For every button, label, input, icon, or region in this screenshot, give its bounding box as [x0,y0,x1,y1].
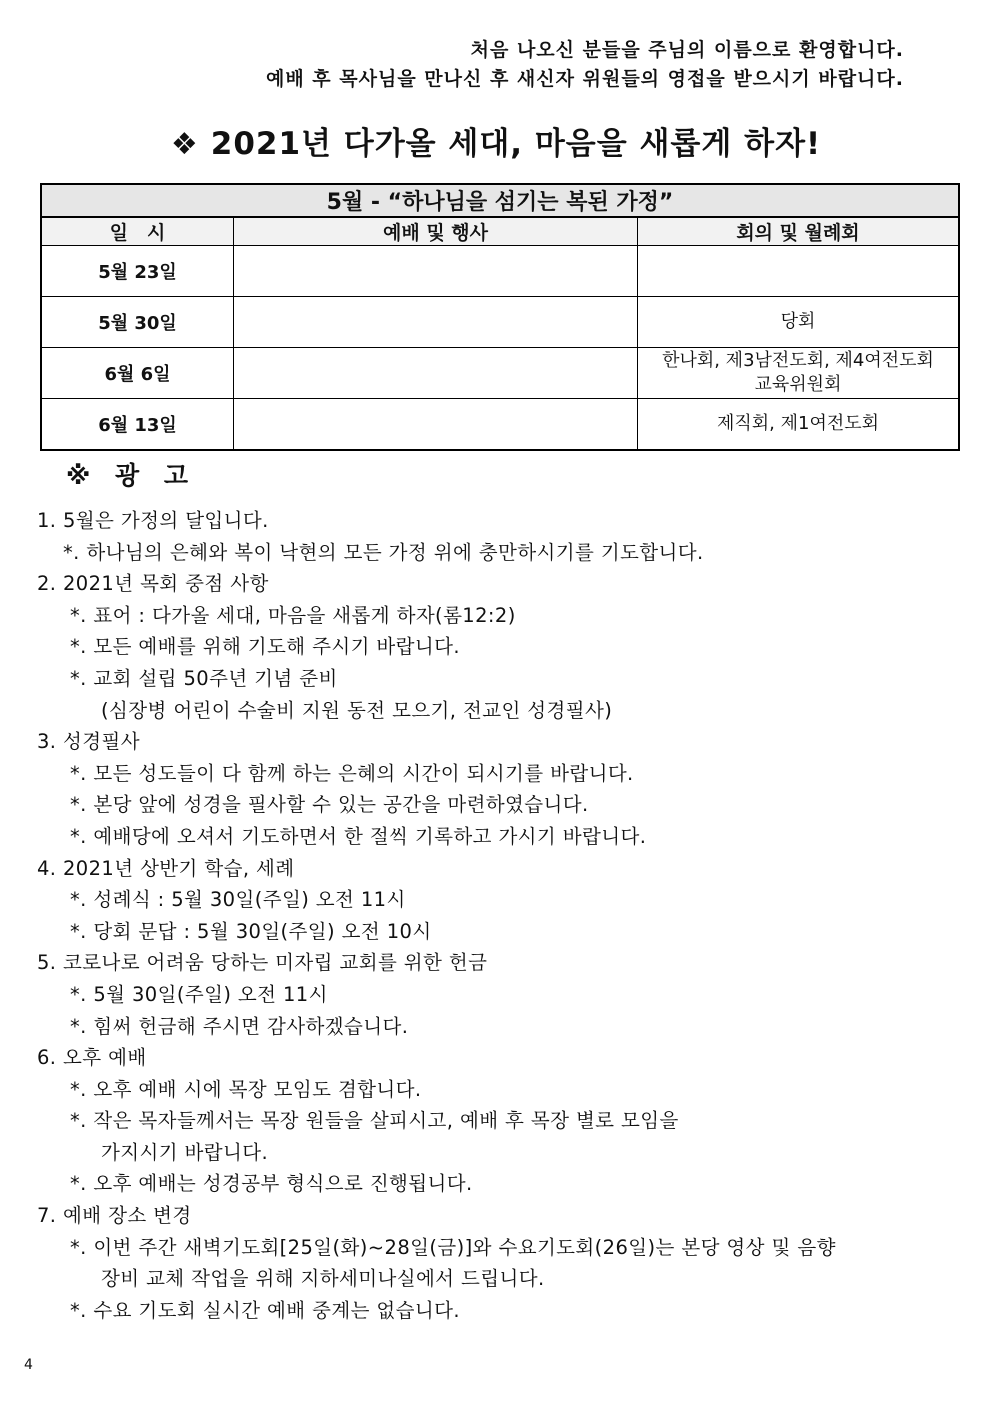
announcement-line: *. 힘써 헌금해 주시면 감사하겠습니다. [70,1014,409,1038]
announcement-line: *. 이번 주간 새벽기도회[25일(화)~28일(금)]와 수요기도회(26일)는 본당 영상 및 음향 [70,1235,836,1259]
announcement-line: *. 표어 : 다가올 세대, 마음을 새롭게 하자(롬12:2) [70,603,516,627]
header-worship: 예배 및 행사 [234,217,638,246]
page-title-text: 2021년 다가올 세대, 마음을 새롭게 하자! [210,126,822,162]
announcement-line: *. 오후 예배는 성경공부 형식으로 진행됩니다. [70,1172,473,1196]
meeting-cell: 제직회, 제1여전도회 [638,399,960,451]
announcement-line: 4. 2021년 상반기 학습, 세례 [37,856,295,880]
announcement-line: 1. 5월은 가정의 달입니다. [37,509,269,532]
date-cell: 5월 23일 [41,246,234,297]
welcome-message [266,36,904,94]
announcement-line: 3. 성경필사 [37,730,140,754]
page-title [0,118,992,163]
announcements-list [37,505,967,1326]
announcement-line: *. 당회 문답 : 5월 30일(주일) 오전 10시 [70,919,432,943]
worship-cell [234,246,638,297]
table-row [41,246,959,297]
schedule-table [40,183,960,451]
meeting-cell [638,246,960,297]
announcement-line: (심장병 어린이 수술비 지원 동전 모으기, 전교인 성경필사) [101,698,613,722]
announcement-line: *. 5월 30일(주일) 오전 11시 [70,982,328,1006]
announcement-line: *. 모든 예배를 위해 기도해 주시기 바랍니다. [70,635,460,659]
announcement-line: *. 본당 앞에 성경을 필사할 수 있는 공간을 마련하였습니다. [70,793,589,817]
header-meeting: 회의 및 월례회 [638,217,960,246]
worship-cell [234,297,638,348]
announcement-line: 가지시기 바랍니다. [101,1140,269,1164]
announcement-line: *. 오후 예배 시에 목장 모임도 겸합니다. [70,1077,422,1101]
meeting-cell: 당회 [638,297,960,348]
announcement-line: 5. 코로나로 어려움 당하는 미자립 교회를 위한 헌금 [37,951,488,975]
announcement-line: *. 모든 성도들이 다 함께 하는 은혜의 시간이 되시기를 바랍니다. [70,761,634,785]
schedule-banner: 5월 - “하나님을 섬기는 복된 가정” [41,184,959,217]
announcement-line: *. 예배당에 오셔서 기도하면서 한 절씩 기록하고 가시기 바랍니다. [70,824,647,848]
announcement-line: *. 수요 기도회 실시간 예배 중계는 없습니다. [70,1298,460,1322]
announcement-line: *. 성례식 : 5월 30일(주일) 오전 11시 [70,888,406,912]
announcement-line: 6. 오후 예배 [37,1046,147,1070]
page-number: 4 [24,1357,33,1373]
announcement-line: 장비 교체 작업을 위해 지하세미나실에서 드립니다. [101,1267,545,1291]
date-cell: 6월 6일 [41,348,234,399]
date-cell: 6월 13일 [41,399,234,451]
header-date: 일 시 [41,217,234,246]
meeting-cell: 한나회, 제3남전도회, 제4여전도회 교육위원회 [638,348,960,399]
worship-cell [234,399,638,451]
table-row [41,348,959,399]
announcement-line: 2. 2021년 목회 중점 사항 [37,572,269,596]
worship-cell [234,348,638,399]
date-cell: 5월 30일 [41,297,234,348]
welcome-line-1: 처음 나오신 분들을 주님의 이름으로 환영합니다. [470,39,904,61]
announcement-line: *. 작은 목자들께서는 목장 원들을 살피시고, 예배 후 목장 별로 모임을 [70,1109,679,1133]
announcement-line: *. 하나님의 은혜와 복이 낙현의 모든 가정 위에 충만하시기를 기도합니다. [63,540,704,564]
table-row [41,297,959,348]
announcement-line: 7. 예배 장소 변경 [37,1204,192,1228]
diamond-icon: ❖ [170,127,199,162]
announcement-line: *. 교회 설립 50주년 기념 준비 [70,666,338,690]
table-row [41,399,959,451]
announcements-heading: ※ 광 고 [66,461,197,490]
welcome-line-2: 예배 후 목사님을 만나신 후 새신자 위원들의 영접을 받으시기 바랍니다. [265,68,904,90]
